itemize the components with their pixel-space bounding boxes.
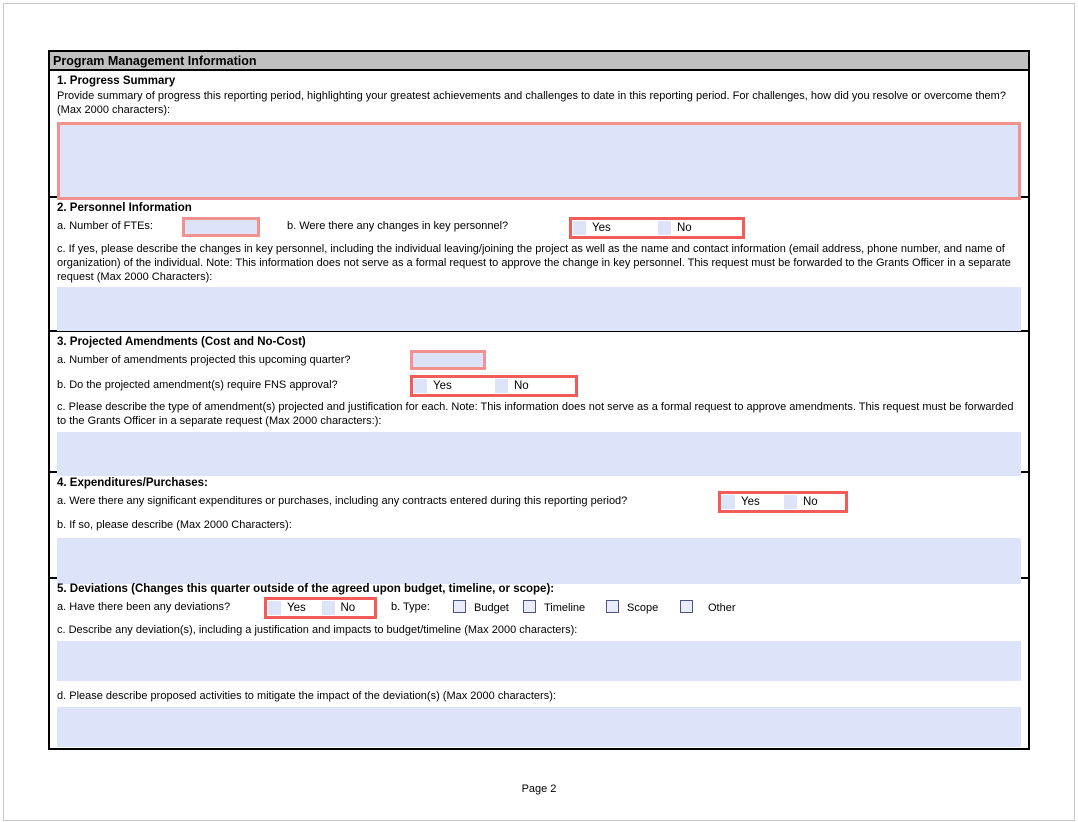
- expenditures-no-option[interactable]: [783, 494, 845, 510]
- key-personnel-no-checkbox[interactable]: [658, 221, 671, 235]
- deviation-mitigation-textarea[interactable]: [57, 707, 1021, 747]
- no-label: No: [677, 222, 692, 234]
- section-deviations: [50, 579, 1028, 742]
- deviations-yesno-group: [264, 597, 377, 619]
- form-section-header: [50, 52, 1028, 71]
- deviation-type-timeline-option[interactable]: [523, 600, 585, 614]
- program-management-form: [48, 50, 1030, 750]
- deviation-type-other-option[interactable]: [680, 600, 736, 614]
- other-label: Other: [708, 602, 736, 614]
- section5-title: 5. Deviations (Changes this quarter outside of the agreed upon budget, timeline, or scope):: [57, 583, 555, 595]
- section4-title: 4. Expenditures/Purchases:: [57, 477, 208, 489]
- key-personnel-yesno-group: [569, 217, 745, 239]
- fns-approval-no-checkbox[interactable]: [495, 379, 508, 393]
- expenditures-yes-checkbox[interactable]: [722, 495, 735, 509]
- key-personnel-label: b. Were there any changes in key personnel?: [287, 220, 509, 232]
- section-projected-amendments: [50, 332, 1028, 473]
- fns-approval-yesno-group: [410, 375, 578, 397]
- expenditures-yesno-group: [718, 491, 848, 513]
- section1-description: Provide summary of progress this reporting period, highlighting your greatest achievements and challenges to date in this reporting period. For challenges, how did you resolve or overcome them? (Max 2000 characters):: [57, 90, 1006, 116]
- timeline-checkbox[interactable]: [523, 600, 536, 613]
- section2-title: 2. Personnel Information: [57, 202, 192, 214]
- section3-title: 3. Projected Amendments (Cost and No-Cost): [57, 336, 306, 348]
- amendments-count-label: a. Number of amendments projected this upcoming quarter?: [57, 354, 351, 366]
- amendments-description-textarea[interactable]: [57, 432, 1021, 476]
- expenditures-description-textarea[interactable]: [57, 538, 1021, 584]
- budget-checkbox[interactable]: [453, 600, 466, 613]
- section-personnel-information: [50, 198, 1028, 332]
- scope-checkbox[interactable]: [606, 600, 619, 613]
- deviation-type-label: b. Type:: [391, 601, 430, 613]
- section3-description: c. Please describe the type of amendment(s) projected and justification for each. Note: This information does not serve as a formal request to approve amendments. This request must be forwarded to the Grants Officer in a separate request (Max 2000 characters:):: [57, 401, 1014, 427]
- budget-label: Budget: [474, 602, 509, 614]
- section-expenditures-purchases: [50, 473, 1028, 579]
- yes-label: Yes: [592, 222, 611, 234]
- fns-approval-yes-checkbox[interactable]: [414, 379, 427, 393]
- form-title: Program Management Information: [53, 54, 257, 68]
- fns-approval-yes-option[interactable]: [413, 378, 494, 394]
- no-label: No: [340, 602, 356, 614]
- fns-approval-no-option[interactable]: [494, 378, 575, 394]
- section1-title: 1. Progress Summary: [57, 75, 176, 87]
- key-personnel-yes-option[interactable]: [572, 220, 657, 236]
- deviations-yes-checkbox[interactable]: [268, 601, 281, 615]
- yes-label: Yes: [287, 602, 306, 614]
- yes-label: Yes: [433, 380, 452, 392]
- key-personnel-no-option[interactable]: [657, 220, 742, 236]
- section4-describe-label: b. If so, please describe (Max 2000 Characters):: [57, 519, 292, 531]
- amendments-count-input[interactable]: [410, 350, 486, 370]
- expenditures-label: a. Were there any significant expenditures or purchases, including any contracts entered during this reporting period?: [57, 495, 628, 507]
- deviation-type-scope-option[interactable]: [606, 600, 658, 614]
- scope-label: Scope: [627, 602, 659, 614]
- deviations-yes-option[interactable]: [267, 600, 321, 616]
- key-personnel-yes-checkbox[interactable]: [573, 221, 586, 235]
- section2-description: c. If yes, please describe the changes in key personnel, including the individual leaving/joining the project as well as the name and contact information (email address, phone number, and name of organization) of the individual. Note: This information does not serve as a formal request to approve the change in key personnel. This request must be forwarded to the Grants Officer in a separate request (Max 2000 Characters):: [57, 243, 1011, 283]
- deviation-type-budget-option[interactable]: [453, 600, 509, 614]
- page-number: Page 2: [521, 783, 557, 795]
- no-label: No: [803, 496, 818, 508]
- deviation-description-textarea[interactable]: [57, 641, 1021, 681]
- deviations-no-checkbox[interactable]: [322, 601, 335, 615]
- section-progress-summary: [50, 71, 1028, 198]
- fns-approval-label: b. Do the projected amendment(s) require FNS approval?: [57, 379, 338, 391]
- fte-label: a. Number of FTEs:: [57, 220, 153, 232]
- deviations-label: a. Have there been any deviations?: [57, 601, 231, 613]
- expenditures-yes-option[interactable]: [721, 494, 783, 510]
- fte-input[interactable]: [182, 217, 260, 237]
- yes-label: Yes: [741, 496, 760, 508]
- personnel-changes-textarea[interactable]: [57, 287, 1021, 331]
- progress-summary-textarea[interactable]: [57, 122, 1021, 200]
- section5-describe-label: c. Describe any deviation(s), including a justification and impacts to budget/timeline (Max 2000 characters):: [57, 624, 578, 636]
- deviations-no-option[interactable]: [321, 600, 375, 616]
- timeline-label: Timeline: [544, 602, 586, 614]
- no-label: No: [514, 380, 529, 392]
- expenditures-no-checkbox[interactable]: [784, 495, 797, 509]
- other-checkbox[interactable]: [680, 600, 693, 613]
- section5-mitigate-label: d. Please describe proposed activities to mitigate the impact of the deviation(s) (Max 2000 characters):: [57, 690, 556, 702]
